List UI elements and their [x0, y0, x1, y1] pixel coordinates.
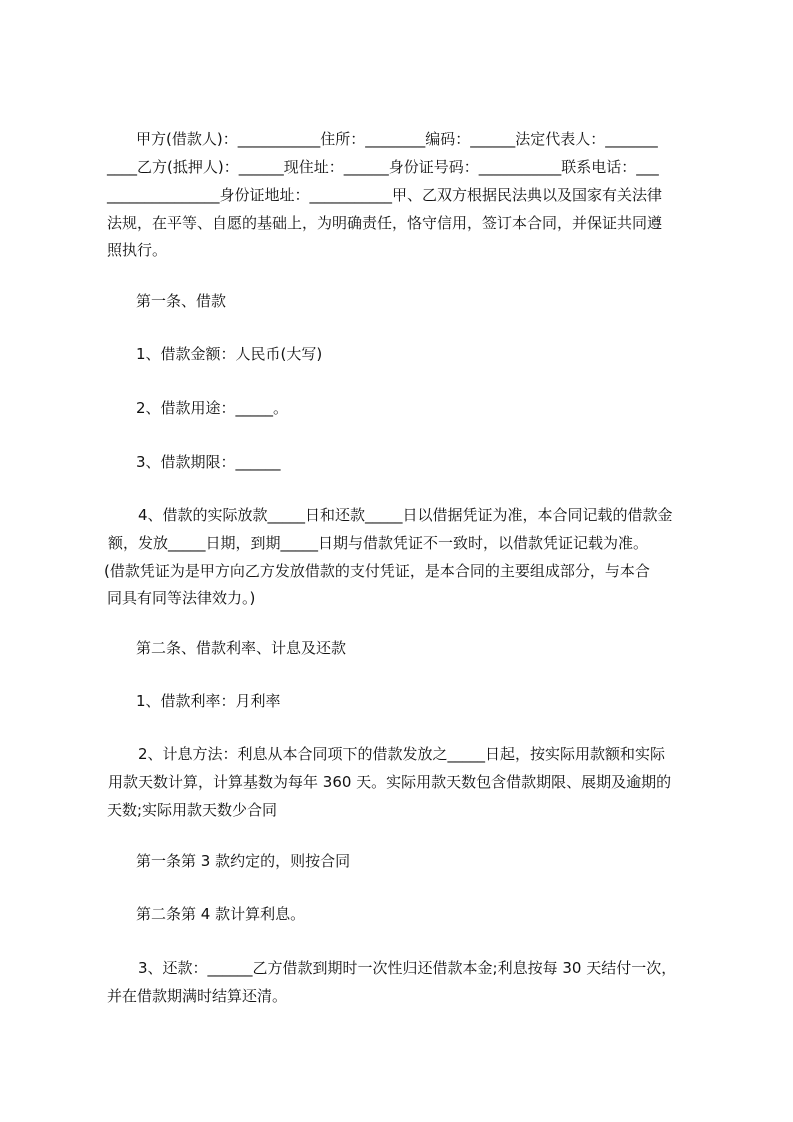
article-2-item-1: 1、借款利率：月利率 [136, 692, 281, 710]
article-2-item-2-line-3: 天数;实际用款天数少合同 [107, 801, 278, 819]
continuation-paragraph-1: 第一条第 3 款约定的，则按合同 [136, 852, 351, 870]
article-2-heading: 第二条、借款利率、计息及还款 [136, 639, 347, 657]
article-2-item-3-line-2: 并在借款期满时结算还清。 [107, 987, 288, 1005]
article-1-item-2: 2、借款用途：_____。 [136, 399, 289, 417]
article-1-item-3: 3、借款期限：______ [136, 453, 281, 471]
article-1-heading: 第一条、借款 [136, 292, 227, 310]
article-2-item-2-line-2: 用款天数计算，计算基数为每年 360 天。实际用款天数包含借款期限、展期及逾期的 [108, 773, 672, 791]
intro-line-4: 法规，在平等、自愿的基础上，为明确责任，恪守信用，签订本合同，并保证共同遵 [107, 214, 663, 232]
article-1-item-4-line-2: 额，发放_____日期，到期_____日期与借款凭证不一致时，以借款凭证记载为准。 [108, 534, 649, 552]
article-1-item-1: 1、借款金额：人民币(大写) [136, 345, 323, 363]
article-1-item-4-line-4: 同具有同等法律效力。) [107, 589, 256, 607]
article-1-item-4-line-3: (借款凭证为是甲方向乙方发放借款的支付凭证，是本合同的主要组成部分，与本合 [104, 562, 650, 580]
article-2-item-3-line-1: 3、还款：______乙方借款到期时一次性归还借款本金;利息按每 30 天结付一次， [138, 959, 677, 977]
intro-line-2: ____乙方(抵押人)：______现住址：______身份证号码：___________联系电话：___ [107, 158, 659, 176]
article-2-item-2-line-1: 2、计息方法：利息从本合同项下的借款发放之_____日起，按实际用款额和实际 [138, 745, 666, 763]
intro-line-1: 甲方(借款人)：___________住所：________编码：______法定代表人：_______ [136, 130, 658, 148]
article-1-item-4-line-1: 4、借款的实际放款_____日和还款_____日以借据凭证为准，本合同记载的借款金 [138, 506, 673, 524]
continuation-paragraph-2: 第二条第 4 款计算利息。 [136, 905, 306, 923]
intro-line-3: _______________身份证地址：___________甲、乙双方根据民法典以及国家有关法律 [107, 186, 663, 204]
intro-line-5: 照执行。 [107, 241, 168, 259]
